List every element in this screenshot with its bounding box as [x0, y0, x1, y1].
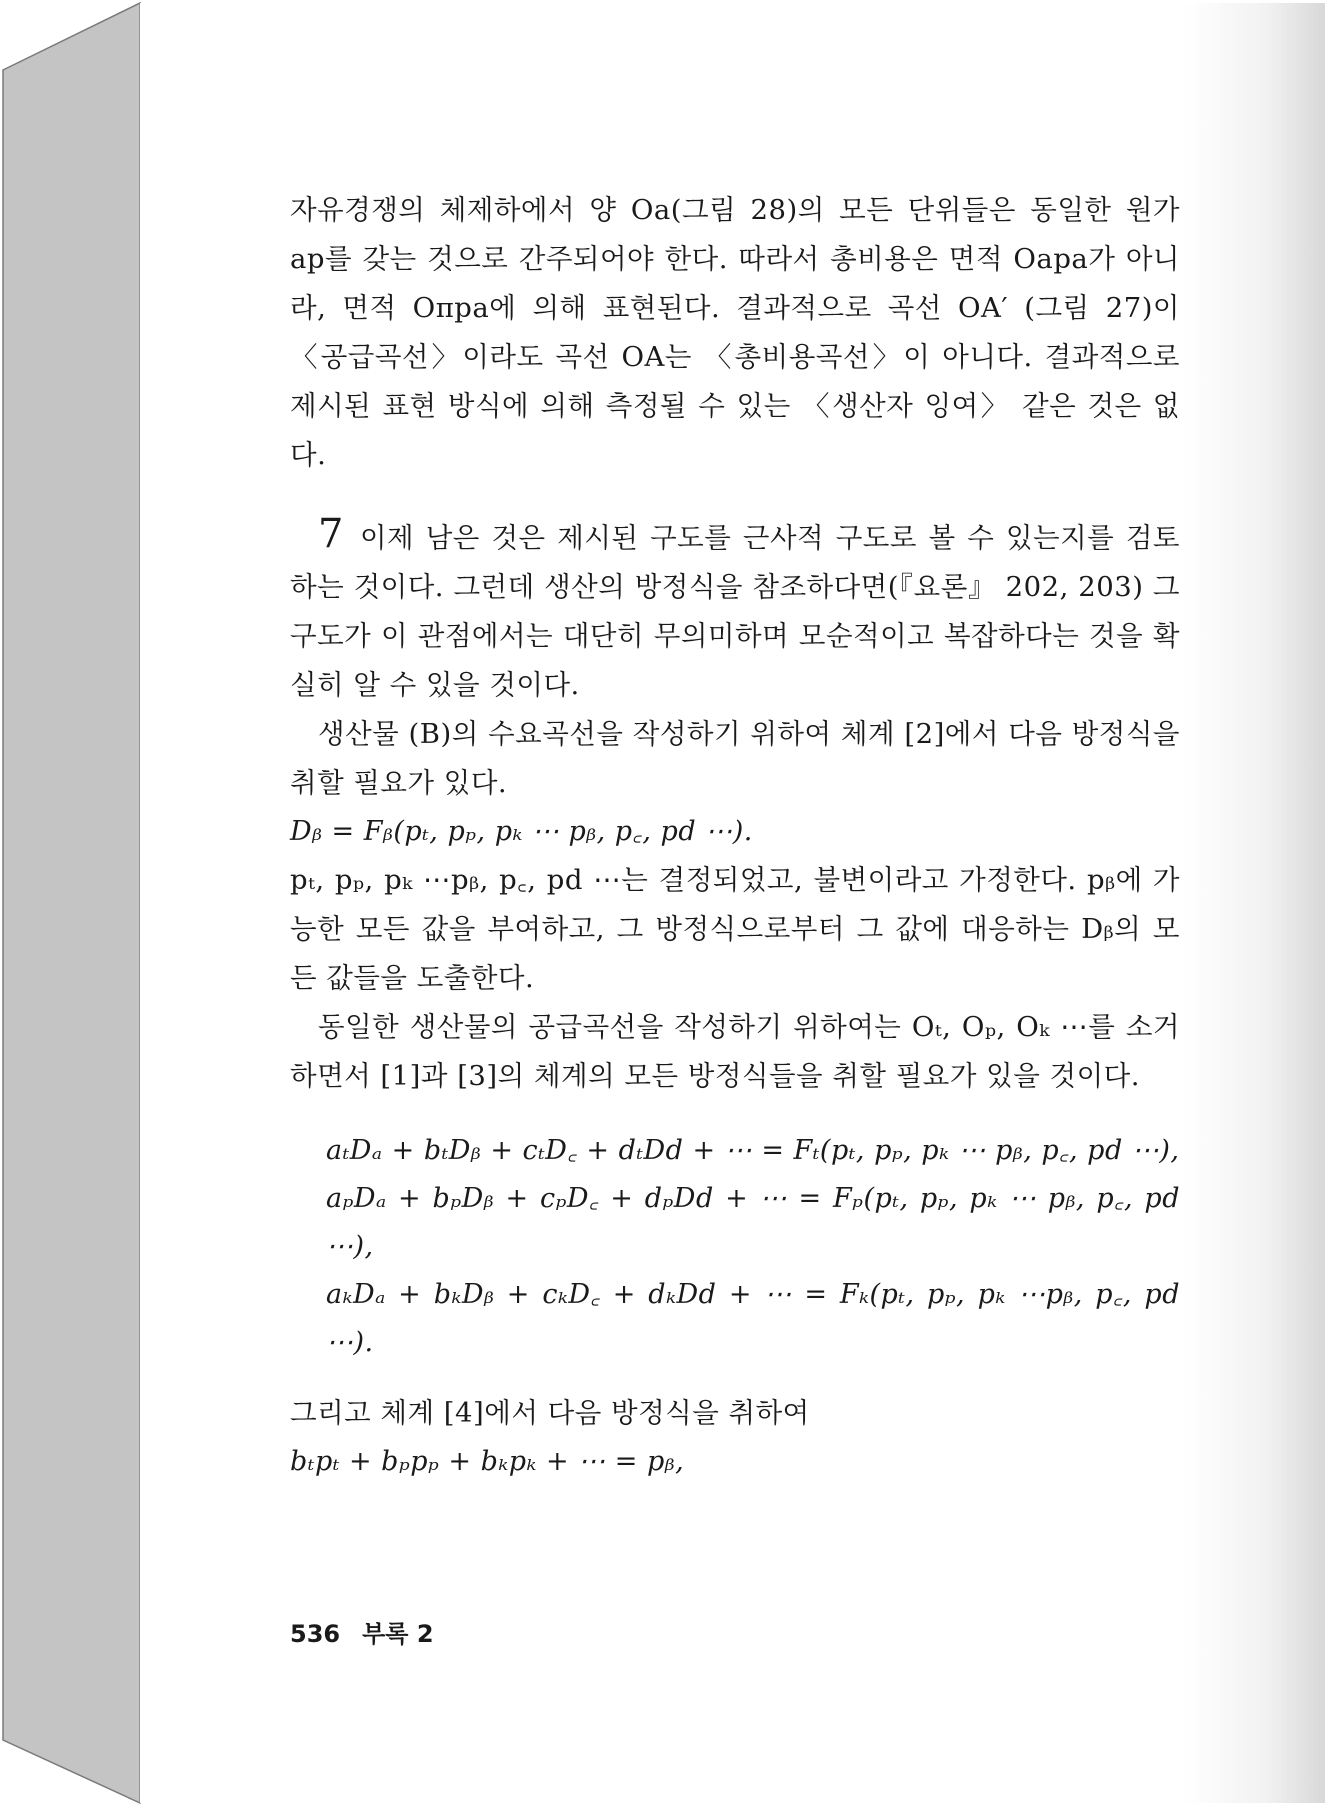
book-spine [3, 3, 140, 1803]
equation-supply-k: aₖDₐ + bₖDᵦ + cₖD꜀ + dₖDd + ⋯ = Fₖ(pₜ, pₚ, pₖ ⋯pᵦ, p꜀, pd ⋯). [326, 1279, 1180, 1358]
equation-system [290, 1127, 1180, 1367]
section-gap [290, 480, 1180, 510]
page-number: 536 [290, 1620, 341, 1648]
section-title: 부록 2 [362, 1620, 434, 1648]
equation-price: bₜpₜ + bₚpₚ + bₖpₖ + ⋯ = pᵦ, [290, 1446, 685, 1477]
page-content [290, 186, 1180, 1486]
paragraph-2 [290, 510, 1180, 710]
paragraph-6: 그리고 체계 [4]에서 다음 방정식을 취하여 [290, 1397, 810, 1429]
paragraph-5: 동일한 생산물의 공급곡선을 작성하기 위하여는 Oₜ, Oₚ, Oₖ ⋯를 소거하면서 [1]과 [3]의 체계의 모든 방정식들을 취할 필요가 있을 것이다. [290, 1011, 1180, 1092]
section-number: 7 [318, 511, 344, 557]
equation-supply-t: aₜDₐ + bₜDᵦ + cₜD꜀ + dₜDd + ⋯ = Fₜ(pₜ, pₚ, pₖ ⋯ pᵦ, p꜀, pd ⋯), [326, 1135, 1180, 1166]
equation-supply-p: aₚDₐ + bₚDᵦ + cₚD꜀ + dₚDd + ⋯ = Fₚ(pₜ, pₚ, pₖ ⋯ pᵦ, p꜀, pd ⋯), [326, 1183, 1180, 1262]
paragraph-1: 자유경쟁의 체제하에서 양 Oa(그림 28)의 모든 단위들은 동일한 원가 ap를 갖는 것으로 간주되어야 한다. 따라서 총비용은 면적 Oapa가 아니라, 면적 Oπpa에 의해 표현된다. 결과적으로 곡선 OA′ (그림 27)이 〈공급곡선〉이라도 곡선 OA는 〈총비용곡선〉이 아니다. 결과적으로 제시된 표현 방식에 의해 측정될 수 있는 〈생산자 잉여〉 같은 것은 없다. [290, 194, 1180, 471]
paragraph-2-text: 이제 남은 것은 제시된 구도를 근사적 구도로 볼 수 있는지를 검토하는 것이다. 그런데 생산의 방정식을 참조하다면(『요론』 202, 203) 그 구도가 이 관점에서는 대단히 무의미하며 모순적이고 복잡하다는 것을 확실히 알 수 있을 것이다. [290, 522, 1180, 701]
page-footer [290, 1614, 434, 1649]
paragraph-4: pₜ, pₚ, pₖ ⋯pᵦ, p꜀, pd ⋯는 결정되었고, 불변이라고 가정한다. pᵦ에 가능한 모든 값을 부여하고, 그 방정식으로부터 그 값에 대응하는 Dᵦ의 모든 값들을 도출한다. [290, 864, 1180, 994]
paragraph-3: 생산물 (B)의 수요곡선을 작성하기 위하여 체계 [2]에서 다음 방정식을 취할 필요가 있다. [290, 718, 1180, 799]
equation-demand: Dᵦ = Fᵦ(pₜ, pₚ, pₖ ⋯ pᵦ, p꜀, pd ⋯). [290, 816, 753, 847]
